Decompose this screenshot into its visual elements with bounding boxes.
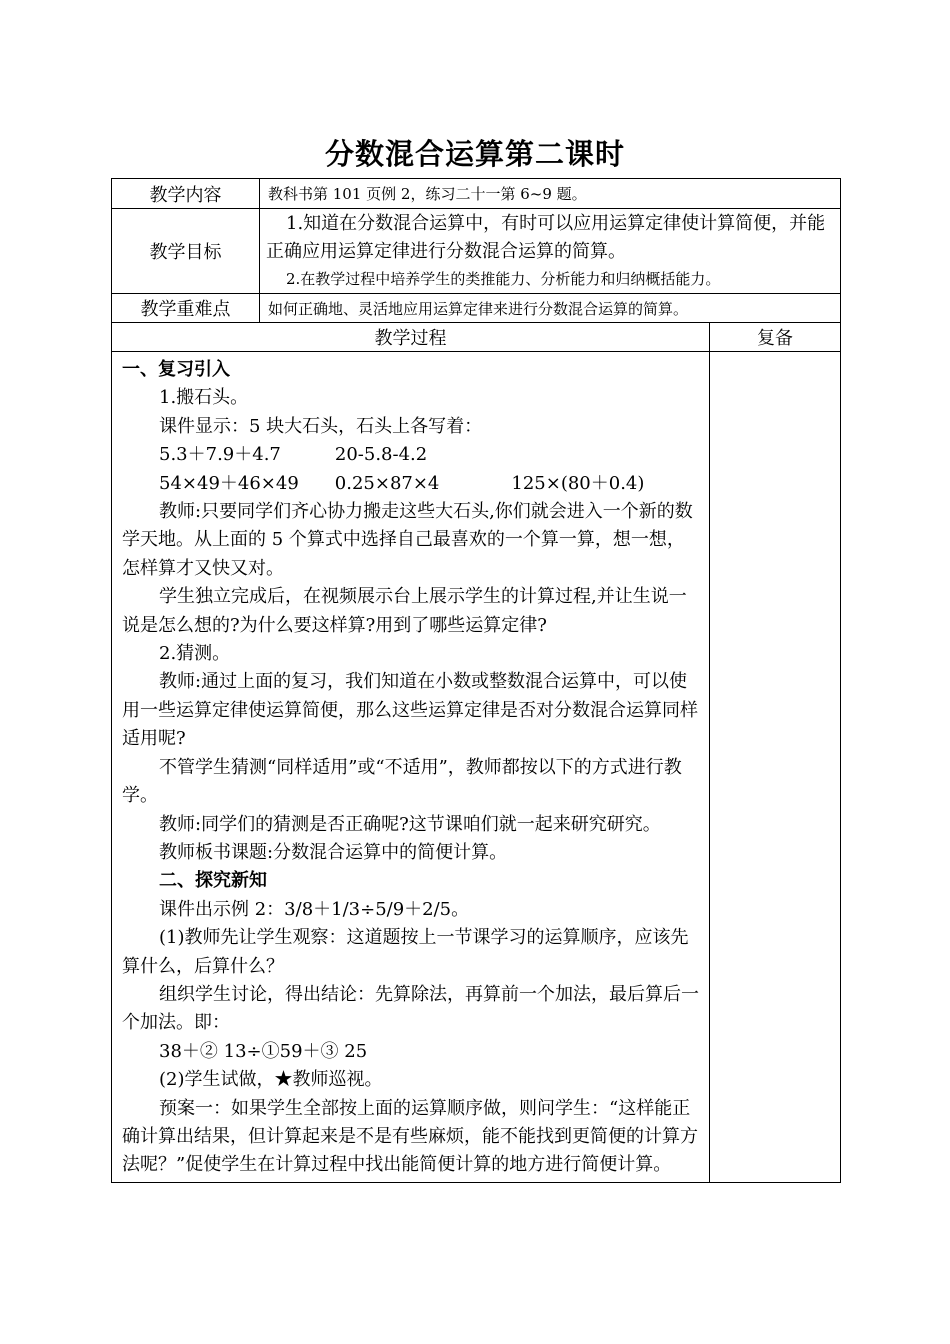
prep-header: 复备 — [710, 323, 841, 352]
key-label: 教学重难点 — [112, 294, 260, 323]
lesson-plan-table — [111, 178, 841, 1183]
expression-line: 5.3＋7.9＋4.7 20-5.8-4.2 — [159, 444, 428, 466]
process-body — [112, 352, 710, 1183]
expression-line: 38＋② 13÷①59＋③ 25 — [159, 1040, 368, 1062]
paragraph: 教师:同学们的猜测是否正确呢?这节课咱们就一起来研究研究。 — [159, 813, 661, 835]
prep-body — [710, 352, 841, 1183]
paragraph: 1.搬石头。 — [159, 387, 249, 409]
document-title: 分数混合运算第二课时 — [324, 137, 625, 171]
paragraph: 组织学生讨论，得出结论：先算除法，再算前一个加法，最后算后一个加法。即： — [122, 983, 699, 1034]
process-header-row — [112, 323, 841, 352]
paragraph: 2.猜测。 — [159, 643, 231, 665]
content-label: 教学内容 — [112, 179, 260, 209]
paragraph: 教师板书课题:分数混合运算中的简便计算。 — [159, 841, 508, 863]
goal-label: 教学目标 — [112, 209, 260, 294]
goal-cell — [260, 209, 841, 294]
goal-item-2: 2.在教学过程中培养学生的类推能力、分析能力和归纳概括能力。 — [286, 270, 721, 288]
key-value: 如何正确地、灵活地应用运算定律来进行分数混合运算的简算。 — [260, 294, 841, 323]
goal-row — [112, 209, 841, 294]
paragraph: (1)教师先让学生观察：这道题按上一节课学习的运算顺序，应该先算什么，后算什么？ — [122, 927, 689, 977]
process-row — [112, 352, 841, 1183]
paragraph: 预案一：如果学生全部按上面的运算顺序做，则问学生：“这样能正确计算出结果，但计算起来是不是有些麻烦，能不能找到更简便的计算方法呢？”促使学生在计算过程中找出能简便计算的地方进行简便计算。 — [122, 1097, 698, 1176]
paragraph: (2)学生试做，★教师巡视。 — [159, 1069, 383, 1091]
paragraph: 教师:只要同学们齐心协力搬走这些大石头,你们就会进入一个新的数学天地。从上面的 5 个算式中选择自己最喜欢的一个算一算，想一想，怎样算才又快又对。 — [122, 501, 693, 579]
paragraph: 课件出示例 2：3/8＋1/3÷5/9＋2/5。 — [159, 898, 470, 920]
key-row — [112, 294, 841, 323]
content-value: 教科书第 101 页例 2，练习二十一第 6~9 题。 — [260, 179, 841, 209]
paragraph: 教师:通过上面的复习，我们知道在小数或整数混合运算中，可以使用一些运算定律使运算简便，那么这些运算定律是否对分数混合运算同样适用呢? — [122, 671, 698, 750]
content-row — [112, 179, 841, 209]
paragraph: 不管学生猜测“同样适用”或“不适用”，教师都按以下的方式进行教学。 — [122, 756, 682, 807]
paragraph: 学生独立完成后，在视频展示台上展示学生的计算过程,并让生说一说是怎么想的?为什么要这样算?用到了哪些运算定律? — [122, 586, 687, 636]
section-heading: 二、探究新知 — [159, 870, 267, 892]
process-header: 教学过程 — [112, 323, 710, 352]
paragraph: 课件显示：5 块大石头，石头上各写着： — [159, 415, 483, 437]
goal-item-1: 1.知道在分数混合运算中，有时可以应用运算定律使计算简便，并能正确应用运算定律进行分数混合运算的简算。 — [266, 213, 826, 262]
section-heading: 一、复习引入 — [122, 359, 230, 380]
expression-line: 54×49＋46×49 0.25×87×4 125×(80＋0.4) — [159, 472, 645, 494]
